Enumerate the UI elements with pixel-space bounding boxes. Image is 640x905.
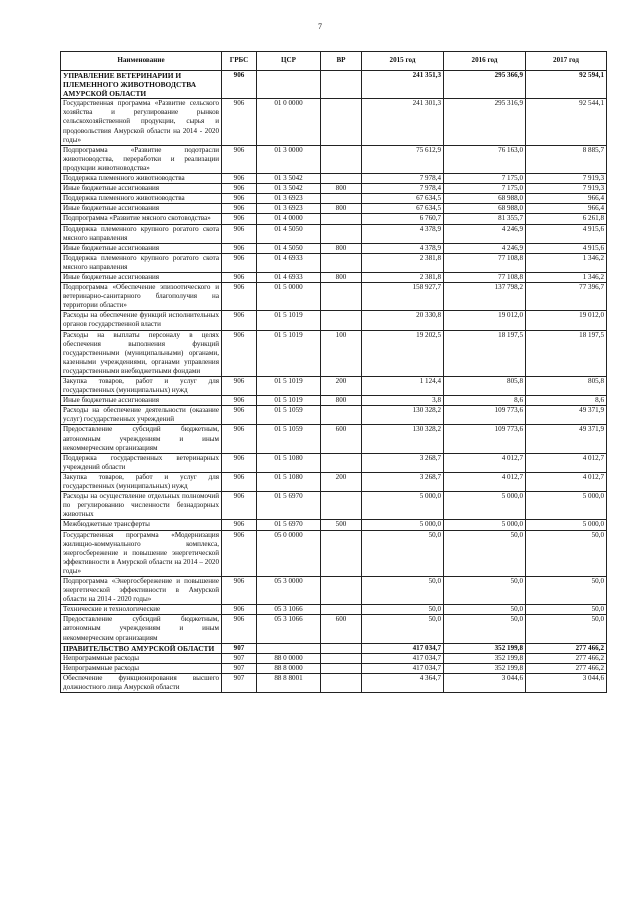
cell-name: Предоставление субсидий бюджетным, автономным учреждениям и иным некоммерческим организациям — [61, 425, 222, 453]
cell-grbs: 906 — [222, 214, 257, 224]
cell-2016: 76 163,0 — [444, 145, 526, 173]
cell-name: Государственная программа «Модернизация жилищно-коммунального комплекса, энергосбережение и повышение энергетической эффективности в Амурской области на 2014 – 2020 годы» — [61, 530, 222, 576]
cell-name: Подпрограмма «Развитие мясного скотоводства» — [61, 214, 222, 224]
cell-name: УПРАВЛЕНИЕ ВЕТЕРИНАРИИ И ПЛЕМЕННОГО ЖИВОТНОВОДСТВА АМУРСКОЙ ОБЛАСТИ — [61, 71, 222, 99]
cell-csr: 01 4 6933 — [257, 272, 321, 282]
cell-2016: 295 316,9 — [444, 99, 526, 145]
cell-name: Закупка товаров, работ и услуг для государственных (муниципальных) нужд — [61, 472, 222, 491]
table-row — [61, 453, 607, 472]
table-row — [61, 576, 607, 604]
cell-name: Иные бюджетные ассигнования — [61, 184, 222, 194]
cell-2017: 805,8 — [526, 377, 607, 396]
table-row — [61, 330, 607, 376]
cell-grbs: 907 — [222, 643, 257, 653]
cell-2015: 4 364,7 — [362, 673, 444, 692]
cell-grbs: 906 — [222, 396, 257, 406]
cell-grbs: 906 — [222, 204, 257, 214]
cell-2015: 50,0 — [362, 615, 444, 643]
cell-2016: 50,0 — [444, 530, 526, 576]
cell-name: ПРАВИТЕЛЬСТВО АМУРСКОЙ ОБЛАСТИ — [61, 643, 222, 653]
cell-name: Расходы на выплаты персоналу в целях обеспечения выполнения функций государственными (муниципальными) органами, казенными учреждениями, органами управления государственными внебюджетными фондами — [61, 330, 222, 376]
table-row — [61, 663, 607, 673]
cell-2015: 417 034,7 — [362, 643, 444, 653]
table-row — [61, 396, 607, 406]
cell-2016: 50,0 — [444, 605, 526, 615]
cell-2016: 7 175,0 — [444, 174, 526, 184]
cell-2017: 5 000,0 — [526, 520, 607, 530]
table-row — [61, 272, 607, 282]
cell-2016: 19 012,0 — [444, 311, 526, 330]
cell-2016: 77 108,8 — [444, 272, 526, 282]
cell-grbs: 906 — [222, 453, 257, 472]
cell-grbs: 906 — [222, 615, 257, 643]
cell-csr: 01 4 5050 — [257, 243, 321, 253]
cell-csr: 88 0 0000 — [257, 653, 321, 663]
cell-vr — [321, 253, 362, 272]
cell-2017: 4 915,6 — [526, 243, 607, 253]
cell-name: Иные бюджетные ассигнования — [61, 204, 222, 214]
cell-2016: 81 355,7 — [444, 214, 526, 224]
cell-name: Межбюджетные трансферты — [61, 520, 222, 530]
cell-vr: 800 — [321, 243, 362, 253]
cell-csr: 01 3 6923 — [257, 204, 321, 214]
header-name: Наименование — [61, 52, 222, 71]
table-row — [61, 243, 607, 253]
cell-2017: 4 915,6 — [526, 224, 607, 243]
cell-vr — [321, 673, 362, 692]
cell-2015: 1 124,4 — [362, 377, 444, 396]
cell-2017: 277 466,2 — [526, 663, 607, 673]
cell-2017: 966,4 — [526, 204, 607, 214]
cell-2015: 417 034,7 — [362, 663, 444, 673]
cell-name: Подпрограмма «Развитие подотрасли животноводства, переработки и реализации продукции животноводства» — [61, 145, 222, 173]
cell-csr: 01 3 6923 — [257, 194, 321, 204]
page-number: 7 — [318, 22, 322, 31]
cell-2016: 4 012,7 — [444, 472, 526, 491]
cell-2017: 49 371,9 — [526, 406, 607, 425]
cell-csr: 01 3 5042 — [257, 184, 321, 194]
cell-name: Подпрограмма «Энергосбережение и повышение энергетической эффективности в Амурской области на 2014 - 2020 годы» — [61, 576, 222, 604]
cell-csr — [257, 643, 321, 653]
cell-2017: 7 919,3 — [526, 174, 607, 184]
cell-2015: 4 378,9 — [362, 224, 444, 243]
table-row — [61, 99, 607, 145]
cell-name: Поддержка племенного животноводства — [61, 194, 222, 204]
cell-2015: 5 000,0 — [362, 520, 444, 530]
cell-grbs: 906 — [222, 71, 257, 99]
cell-grbs: 906 — [222, 174, 257, 184]
cell-vr: 100 — [321, 330, 362, 376]
header-vr: ВР — [321, 52, 362, 71]
cell-name: Расходы на обеспечение функций исполнительных органов государственной власти — [61, 311, 222, 330]
cell-2015: 2 381,8 — [362, 272, 444, 282]
cell-csr: 01 5 6970 — [257, 492, 321, 520]
cell-2017: 5 000,0 — [526, 492, 607, 520]
cell-grbs: 906 — [222, 492, 257, 520]
cell-vr — [321, 492, 362, 520]
cell-vr — [321, 214, 362, 224]
cell-2017: 8 885,7 — [526, 145, 607, 173]
table-row — [61, 204, 607, 214]
cell-2015: 130 328,2 — [362, 425, 444, 453]
cell-vr — [321, 71, 362, 99]
cell-grbs: 906 — [222, 194, 257, 204]
cell-vr: 200 — [321, 377, 362, 396]
cell-csr: 01 5 1059 — [257, 425, 321, 453]
header-csr: ЦСР — [257, 52, 321, 71]
cell-grbs: 906 — [222, 311, 257, 330]
cell-grbs: 906 — [222, 243, 257, 253]
table-row — [61, 214, 607, 224]
cell-2016: 4 012,7 — [444, 453, 526, 472]
cell-csr: 88 8 0000 — [257, 663, 321, 673]
cell-2015: 3,8 — [362, 396, 444, 406]
cell-csr: 05 3 1066 — [257, 615, 321, 643]
table-row — [61, 615, 607, 643]
cell-2015: 7 978,4 — [362, 184, 444, 194]
cell-csr: 01 0 0000 — [257, 99, 321, 145]
cell-name: Поддержка племенного животноводства — [61, 174, 222, 184]
cell-grbs: 906 — [222, 377, 257, 396]
cell-2017: 277 466,2 — [526, 653, 607, 663]
cell-2015: 3 268,7 — [362, 472, 444, 491]
cell-2017: 277 466,2 — [526, 643, 607, 653]
cell-2017: 92 544,1 — [526, 99, 607, 145]
cell-2017: 1 346,2 — [526, 272, 607, 282]
table-row — [61, 653, 607, 663]
cell-2015: 241 301,3 — [362, 99, 444, 145]
cell-vr — [321, 283, 362, 311]
table-row — [61, 224, 607, 243]
table-row — [61, 406, 607, 425]
cell-2015: 5 000,0 — [362, 492, 444, 520]
cell-2015: 4 378,9 — [362, 243, 444, 253]
table-row — [61, 184, 607, 194]
cell-2016: 352 199,8 — [444, 653, 526, 663]
cell-name: Поддержка племенного крупного рогатого скота мясного направления — [61, 224, 222, 243]
cell-name: Иные бюджетные ассигнования — [61, 243, 222, 253]
cell-name: Непрограммные расходы — [61, 663, 222, 673]
table-row — [61, 377, 607, 396]
cell-2017: 7 919,3 — [526, 184, 607, 194]
header-2017: 2017 год — [526, 52, 607, 71]
cell-grbs: 906 — [222, 530, 257, 576]
cell-grbs: 906 — [222, 425, 257, 453]
cell-grbs: 906 — [222, 520, 257, 530]
cell-2017: 4 012,7 — [526, 453, 607, 472]
cell-2015: 3 268,7 — [362, 453, 444, 472]
header-2016: 2016 год — [444, 52, 526, 71]
cell-2015: 50,0 — [362, 605, 444, 615]
cell-vr — [321, 643, 362, 653]
cell-2016: 352 199,8 — [444, 643, 526, 653]
cell-2017: 92 594,1 — [526, 71, 607, 99]
cell-csr: 01 4 5050 — [257, 224, 321, 243]
cell-2016: 109 773,6 — [444, 425, 526, 453]
cell-vr — [321, 194, 362, 204]
cell-vr — [321, 576, 362, 604]
table-row — [61, 71, 607, 99]
table-row — [61, 283, 607, 311]
cell-csr: 05 3 0000 — [257, 576, 321, 604]
cell-2017: 50,0 — [526, 605, 607, 615]
table-row — [61, 530, 607, 576]
cell-grbs: 907 — [222, 673, 257, 692]
cell-2017: 50,0 — [526, 576, 607, 604]
cell-csr: 05 3 1066 — [257, 605, 321, 615]
cell-csr: 01 5 1080 — [257, 453, 321, 472]
cell-grbs: 906 — [222, 472, 257, 491]
cell-2016: 8,6 — [444, 396, 526, 406]
cell-vr: 800 — [321, 396, 362, 406]
cell-grbs: 906 — [222, 576, 257, 604]
table-row — [61, 492, 607, 520]
cell-2015: 67 634,5 — [362, 194, 444, 204]
cell-vr — [321, 653, 362, 663]
cell-csr: 01 5 0000 — [257, 283, 321, 311]
cell-csr: 01 5 1019 — [257, 311, 321, 330]
cell-csr: 05 0 0000 — [257, 530, 321, 576]
cell-2015: 7 978,4 — [362, 174, 444, 184]
cell-2017: 966,4 — [526, 194, 607, 204]
cell-vr — [321, 663, 362, 673]
cell-csr: 01 5 1019 — [257, 377, 321, 396]
cell-name: Государственная программа «Развитие сельского хозяйства и регулирование рынков сельскохозяйственной продукции, сырья и продовольствия Амурской области на 2014 - 2020 годы» — [61, 99, 222, 145]
cell-2016: 50,0 — [444, 615, 526, 643]
cell-2017: 50,0 — [526, 615, 607, 643]
table-row — [61, 472, 607, 491]
cell-2015: 2 381,8 — [362, 253, 444, 272]
cell-2015: 50,0 — [362, 530, 444, 576]
cell-2015: 19 202,5 — [362, 330, 444, 376]
cell-2015: 241 351,3 — [362, 71, 444, 99]
table-row — [61, 425, 607, 453]
cell-vr: 600 — [321, 425, 362, 453]
cell-2016: 4 246,9 — [444, 224, 526, 243]
cell-vr: 200 — [321, 472, 362, 491]
cell-grbs: 906 — [222, 283, 257, 311]
cell-vr: 800 — [321, 184, 362, 194]
cell-vr — [321, 224, 362, 243]
cell-csr: 01 5 1019 — [257, 330, 321, 376]
cell-2017: 50,0 — [526, 530, 607, 576]
cell-vr: 800 — [321, 272, 362, 282]
cell-csr: 01 5 1080 — [257, 472, 321, 491]
cell-vr: 600 — [321, 615, 362, 643]
table-row — [61, 174, 607, 184]
cell-2016: 7 175,0 — [444, 184, 526, 194]
cell-csr: 01 4 6933 — [257, 253, 321, 272]
header-2015: 2015 год — [362, 52, 444, 71]
cell-vr — [321, 145, 362, 173]
cell-grbs: 906 — [222, 99, 257, 145]
cell-2015: 6 760,7 — [362, 214, 444, 224]
cell-2017: 8,6 — [526, 396, 607, 406]
cell-vr — [321, 174, 362, 184]
cell-csr: 01 3 5042 — [257, 174, 321, 184]
cell-2016: 68 988,0 — [444, 204, 526, 214]
table-row — [61, 673, 607, 692]
cell-name: Расходы на обеспечение деятельности (оказание услуг) государственных учреждений — [61, 406, 222, 425]
table-row — [61, 194, 607, 204]
cell-vr — [321, 530, 362, 576]
cell-2016: 5 000,0 — [444, 492, 526, 520]
cell-name: Предоставление субсидий бюджетным, автономным учреждениям и иным некоммерческим организациям — [61, 615, 222, 643]
table-row — [61, 253, 607, 272]
cell-2016: 3 044,6 — [444, 673, 526, 692]
cell-vr — [321, 311, 362, 330]
cell-vr — [321, 99, 362, 145]
cell-grbs: 906 — [222, 145, 257, 173]
cell-2016: 77 108,8 — [444, 253, 526, 272]
table-row — [61, 311, 607, 330]
table-row — [61, 520, 607, 530]
cell-2017: 1 346,2 — [526, 253, 607, 272]
cell-2015: 75 612,9 — [362, 145, 444, 173]
cell-vr: 500 — [321, 520, 362, 530]
cell-name: Поддержка племенного крупного рогатого скота мясного направления — [61, 253, 222, 272]
cell-grbs: 906 — [222, 330, 257, 376]
cell-2016: 805,8 — [444, 377, 526, 396]
cell-2017: 3 044,6 — [526, 673, 607, 692]
cell-2015: 130 328,2 — [362, 406, 444, 425]
cell-2016: 137 798,2 — [444, 283, 526, 311]
cell-name: Иные бюджетные ассигнования — [61, 272, 222, 282]
cell-2017: 49 371,9 — [526, 425, 607, 453]
cell-2016: 4 246,9 — [444, 243, 526, 253]
cell-name: Иные бюджетные ассигнования — [61, 396, 222, 406]
cell-2017: 77 396,7 — [526, 283, 607, 311]
cell-name: Расходы на осуществление отдельных полномочий по регулированию численности безнадзорных животных — [61, 492, 222, 520]
cell-2015: 67 634,5 — [362, 204, 444, 214]
cell-grbs: 906 — [222, 406, 257, 425]
cell-2015: 158 927,7 — [362, 283, 444, 311]
table-row — [61, 643, 607, 653]
budget-table — [60, 51, 607, 693]
cell-csr — [257, 71, 321, 99]
cell-2016: 5 000,0 — [444, 520, 526, 530]
cell-2017: 19 012,0 — [526, 311, 607, 330]
cell-name: Подпрограмма «Обеспечение эпизоотического и ветеринарно-санитарного благополучия на территории области» — [61, 283, 222, 311]
cell-2015: 50,0 — [362, 576, 444, 604]
cell-grbs: 906 — [222, 184, 257, 194]
cell-2016: 295 366,9 — [444, 71, 526, 99]
cell-name: Обеспечение функционирования высшего должностного лица Амурской области — [61, 673, 222, 692]
cell-2017: 4 012,7 — [526, 472, 607, 491]
cell-2015: 417 034,7 — [362, 653, 444, 663]
cell-name: Закупка товаров, работ и услуг для государственных (муниципальных) нужд — [61, 377, 222, 396]
cell-name: Непрограммные расходы — [61, 653, 222, 663]
cell-name: Технические и технологические — [61, 605, 222, 615]
cell-grbs: 906 — [222, 272, 257, 282]
cell-vr: 800 — [321, 204, 362, 214]
cell-name: Поддержка государственных ветеринарных учреждений области — [61, 453, 222, 472]
cell-2017: 18 197,5 — [526, 330, 607, 376]
cell-2016: 109 773,6 — [444, 406, 526, 425]
cell-grbs: 907 — [222, 653, 257, 663]
table-header-row — [61, 52, 607, 71]
header-grbs: ГРБС — [222, 52, 257, 71]
cell-2016: 68 988,0 — [444, 194, 526, 204]
cell-grbs: 906 — [222, 605, 257, 615]
table-row — [61, 605, 607, 615]
cell-vr — [321, 605, 362, 615]
cell-2016: 18 197,5 — [444, 330, 526, 376]
cell-grbs: 906 — [222, 224, 257, 243]
cell-csr: 88 8 8001 — [257, 673, 321, 692]
cell-2016: 50,0 — [444, 576, 526, 604]
cell-csr: 01 5 6970 — [257, 520, 321, 530]
cell-2016: 352 199,8 — [444, 663, 526, 673]
cell-2015: 20 330,8 — [362, 311, 444, 330]
cell-csr: 01 4 0000 — [257, 214, 321, 224]
table-row — [61, 145, 607, 173]
cell-grbs: 906 — [222, 253, 257, 272]
cell-csr: 01 5 1059 — [257, 406, 321, 425]
cell-vr — [321, 453, 362, 472]
cell-csr: 01 3 0000 — [257, 145, 321, 173]
cell-csr: 01 5 1019 — [257, 396, 321, 406]
cell-2017: 6 261,8 — [526, 214, 607, 224]
cell-vr — [321, 406, 362, 425]
cell-grbs: 907 — [222, 663, 257, 673]
table-body — [61, 71, 607, 693]
